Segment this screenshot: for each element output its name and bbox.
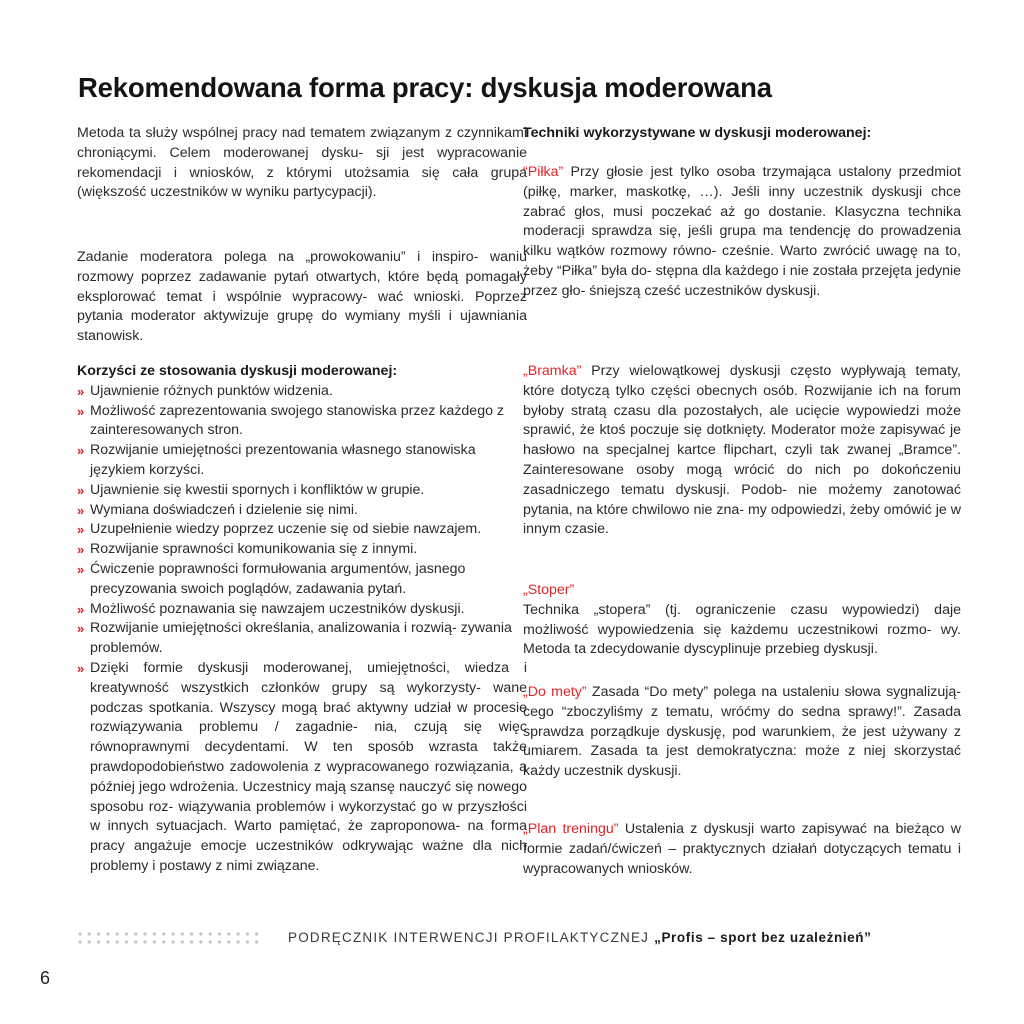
footer-dot <box>97 932 100 935</box>
list-item: » Ujawnienie się kwestii spornych i konfliktów w grupie. <box>77 481 425 498</box>
page-title: Rekomendowana forma pracy: dyskusja moderowana <box>78 72 772 103</box>
list-item: » Ujawnienie różnych punktów widzenia. <box>77 382 333 399</box>
footer-dot <box>134 932 137 935</box>
footer-dot <box>134 940 137 943</box>
footer-dot <box>255 940 258 943</box>
footer-dot <box>144 932 147 935</box>
techniques-section <box>523 124 961 144</box>
footer-dot <box>144 940 147 943</box>
technique-pilka: “Piłka” Przy głosie jest tylko osoba trzymająca ustalony przedmiot (piłkę, marker, maskotkę, …). Jeśli inny uczestnik dyskusji chce zabrać głos, musi poczekać aż go dostanie. Klasyczna technika moderacji sprawdza się, jeśli grupa ma tendencję do prowadzenia kilku wątków rozmowy równo- cześnie. Warto zwrócić uwagę na to, żeby “Piłka” była do- stępna dla każdego i nie została przejęta jedynie przez gło- śniejszą cześć uczestników dyskusji. <box>523 164 961 299</box>
footer-dot <box>116 940 119 943</box>
footer-dot <box>227 940 230 943</box>
footer-dot <box>181 932 184 935</box>
page-number: 6 <box>40 968 51 988</box>
technique-name: „Plan treningu” <box>523 821 619 837</box>
footer-dot <box>190 932 193 935</box>
footer-dot <box>255 932 258 935</box>
footer-dot <box>106 940 109 943</box>
footer-dot <box>209 940 212 943</box>
footer-dot <box>171 932 174 935</box>
footer-dot <box>88 932 91 935</box>
technique-name: „Stoper” <box>523 582 575 598</box>
footer-dot <box>199 932 202 935</box>
footer-dot <box>218 932 221 935</box>
list-item: » Uzupełnienie wiedzy poprzez uczenie się od siebie nawzajem. <box>77 521 482 538</box>
list-item: » Ćwiczenie poprawności formułowania argumentów, jasnego precyzowania swoich poglądów, zadawania pytań. <box>77 560 466 597</box>
footer-dot <box>190 940 193 943</box>
list-item: » Rozwijanie sprawności komunikowania się z innymi. <box>77 541 418 558</box>
list-item: » Rozwijanie umiejętności prezentowania własnego stanowiska językiem korzyści. <box>77 442 476 478</box>
footer-dot <box>218 940 221 943</box>
list-item: » Możliwość poznawania się nawzajem uczestników dyskusji. <box>77 600 465 617</box>
technique-name: “Piłka” <box>523 164 564 180</box>
list-item: » Możliwość zaprezentowania swojego stanowiska przez każdego z zainteresowanych stron. <box>77 402 505 439</box>
footer-dot <box>209 932 212 935</box>
footer-dot <box>162 932 165 935</box>
footer-dot <box>125 932 128 935</box>
footer-dot <box>153 932 156 935</box>
footer-dot <box>237 932 240 935</box>
footer-title: PODRĘCZNIK INTERWENCJI PROFILAKTYCZNEJ „Profis – sport bez uzależnień” <box>288 930 872 945</box>
intro-paragraph-2: Zadanie moderatora polega na „prowokowaniu” i inspiro- waniu rozmowy poprzez zadawanie pytań otwartych, które będą pomagały eksplorować temat i wspólnie wypracowy- wać wnioski. Poprzez pytania moderator aktywizuje grupę do wymiany myśli i ujawniania stanowisk. <box>77 249 527 345</box>
footer-dot <box>78 940 81 943</box>
technique-plan-treningu: „Plan treningu” Ustalenia z dyskusji warto zapisywać na bieżąco w formie zadań/ćwiczeń – praktycznych działań dotyczących tematu i wypracowanych wniosków. <box>523 821 961 877</box>
decorative-dots <box>77 930 267 946</box>
technique-name: „Bramka” <box>523 363 582 379</box>
footer-dot <box>246 940 249 943</box>
technique-bramka: „Bramka” Przy wielowątkowej dyskusji często wypływają tematy, które dotyczą tylko części obecnych osób. Rozwijanie ich na forum byłoby stratą czasu dla pozostałych, ale ucięcie wypowiedzi może sprawić, że ktoś poczuje się dotknięty. Moderator może zapisywać je hasłowo na specjalnej kartce flipchart, czyli tak zwanej „Bramce”. Zainteresowane osoby mogą wrócić do nich po dokończeniu zasadniczego tematu dyskusji. Podob- nie możemy zanotować pytania, na które chwilowo nie zna- my odpowiedzi, żeby omówić je w innym czasie. <box>523 363 961 538</box>
footer-dot <box>153 940 156 943</box>
footer-dot <box>125 940 128 943</box>
list-item: » Dzięki formie dyskusji moderowanej, umiejętności, wiedza i kreatywność wszystkich członków grupy są wykorzysty- wane podczas spotkania. Wszyscy mogą brać aktywny udział w procesie rozwiązywania problemu / zagadnie- nia, czują się więc równoprawnymi decydentami. W ten sposób wzrasta także prawdopodobieństwo zadowolenia z wypracowanego rozwiązania, a później jego wdrożenia. Uczestnicy mają szansę nauczyć się nowego sposobu roz- wiązywania problemów i wykorzystać go w przyszłości w innych sytuacjach. Warto pamiętać, że zaproponowa- na forma pracy angażuje emocje uczestników odkrywając ważne dla nich problemy i postawy z nimi związane. <box>77 659 527 874</box>
intro-paragraph-1: Metoda ta służy wspólnej pracy nad tematem związanym z czynnikami chroniącymi. Celem moderowanej dysku- sji jest wypracowanie rekomendacji i wniosków, z którymi utożsamia się cała grupa (większość uczestników w wyniku partycypacji). <box>77 125 527 201</box>
footer-dot <box>88 940 91 943</box>
footer-dot <box>237 940 240 943</box>
footer-dot <box>227 932 230 935</box>
benefits-section <box>77 362 527 877</box>
footer-dot <box>181 940 184 943</box>
footer-dot <box>199 940 202 943</box>
footer-dot <box>171 940 174 943</box>
technique-do-mety: „Do mety” Zasada “Do mety” polega na ustaleniu słowa sygnalizują- cego “zboczyliśmy z tematu, wróćmy do sedna sprawy!”. Zasada sprawdza porządkuje dyskusję, pod warunkiem, że jest używany z umiarem. Zasada ta jest demokratyczna: może z niej skorzystać każdy uczestnik dyskusji. <box>523 684 961 780</box>
benefits-list <box>77 382 527 877</box>
techniques-heading: Techniki wykorzystywane w dyskusji moderowanej: <box>523 125 872 141</box>
list-item: » Rozwijanie umiejętności określania, analizowania i rozwią- zywania problemów. <box>77 620 512 657</box>
benefits-heading: Korzyści ze stosowania dyskusji moderowanej: <box>77 363 398 379</box>
list-item: » Wymiana doświadczeń i dzielenie się nimi. <box>77 501 358 518</box>
footer-book-name: „Profis – sport bez uzależnień” <box>654 930 872 945</box>
footer-dot <box>78 932 81 935</box>
footer-dot <box>162 940 165 943</box>
technique-name: „Do mety” <box>523 684 587 700</box>
technique-stoper: „Stoper” Technika „stopera” (tj. ograniczenie czasu wypowiedzi) daje możliwość wypowiedzenia się każdemu uczestnikowi rozmo- wy. Metoda ta zdecydowanie dyscyplinuje przebieg dyskusji. <box>523 582 961 658</box>
footer-dot <box>246 932 249 935</box>
footer-dot <box>116 932 119 935</box>
footer-dot <box>106 932 109 935</box>
footer-dot <box>97 940 100 943</box>
